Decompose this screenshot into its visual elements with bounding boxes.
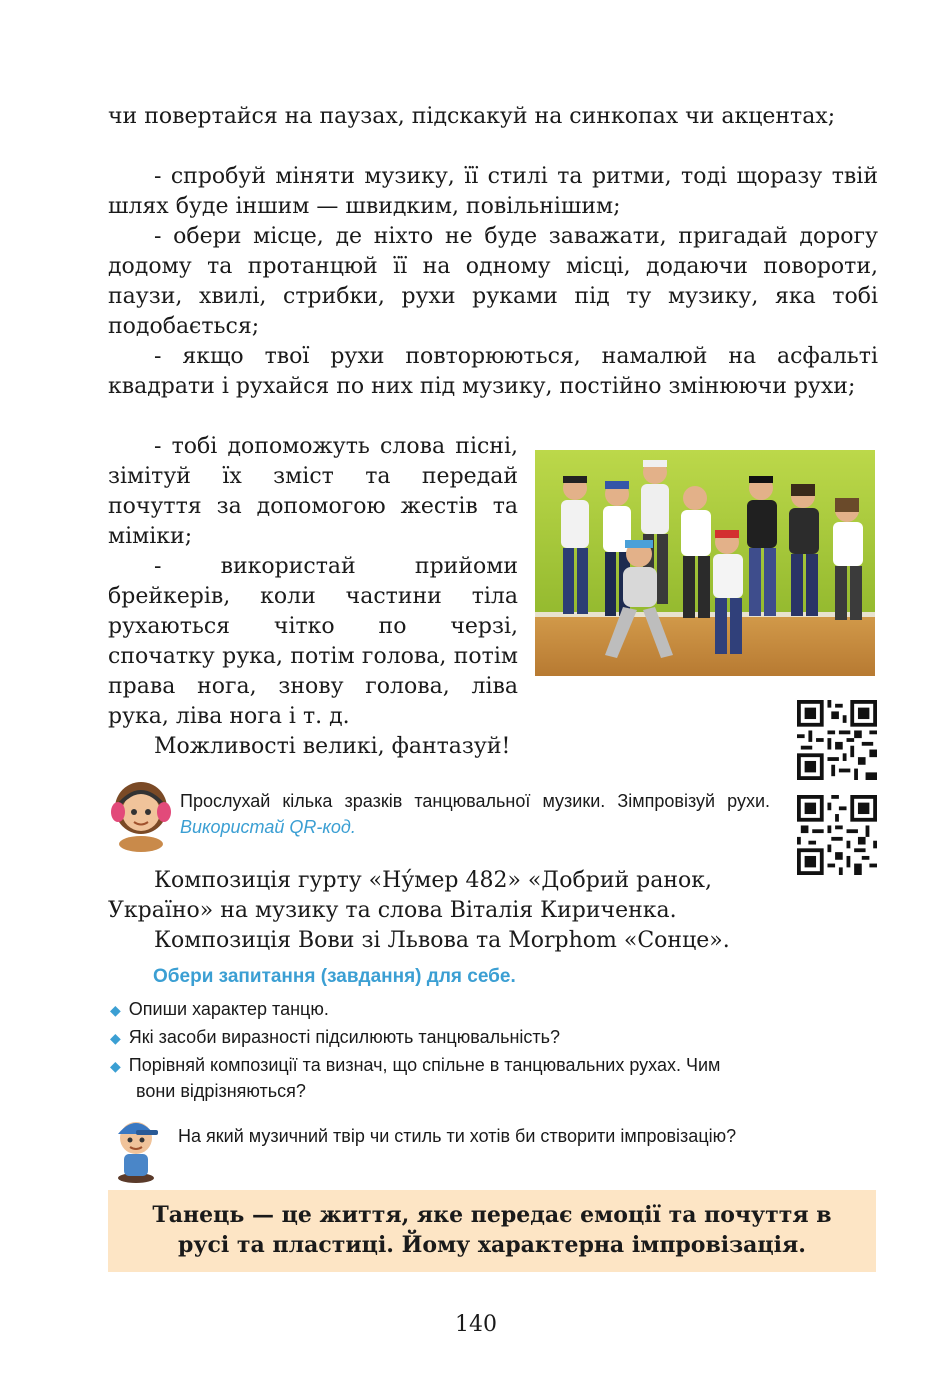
paragraph-pauses: чи повертайся на паузах, підскакуй на синкопах чи акцентах; — [108, 104, 836, 129]
listen-instruction — [180, 788, 770, 840]
tasks-title: Обери запитання (завдання) для себе. — [153, 966, 516, 987]
task-item: ◆ Які засоби виразності підсилюють танцювальність? — [110, 1027, 561, 1047]
diamond-bullet-icon: ◆ — [110, 1058, 121, 1074]
qr-code-icon[interactable] — [797, 795, 877, 875]
task-item: ◆ Опиши характер танцю. — [110, 999, 329, 1019]
paragraph-choose-place: - обери місце, де ніхто не буде заважати, пригадай дорогу додому та протанцюй її на одному місці, додаючи повороти, паузи, хвилі, стрибки, рухи руками під ту музику, яка тобі подобається; — [108, 224, 878, 339]
listen-text: Прослухай кілька зразків танцювальної музики. Зімпровізуй рухи. — [180, 791, 770, 811]
page-number: 140 — [455, 1312, 497, 1337]
task-item: ◆ Порівняй композиції та визнач, що спільне в танцювальних рухах. Чим — [110, 1055, 721, 1075]
conclusion-line-2: русі та пластиці. Йому характерна імпровізація. — [178, 1232, 806, 1258]
diamond-bullet-icon: ◆ — [110, 1030, 121, 1046]
task-item-continuation: вони відрізняються? — [136, 1081, 306, 1101]
paragraph-fantasize: Можливості великі, фантазуй! — [154, 734, 511, 759]
boy-cap-icon — [108, 1108, 164, 1184]
qr-code-link[interactable]: Використай QR-код. — [180, 817, 356, 837]
paragraph-song-words: - тобі допоможуть слова пісні, зімітуй їх зміст та передай почуття за допомогою жестів та міміки; — [108, 434, 518, 549]
diamond-bullet-icon: ◆ — [110, 1002, 121, 1018]
dancers-photo — [535, 450, 875, 676]
paragraph-change-music: - спробуй міняти музику, її стилі та ритми, тоді щоразу твій шлях буде іншим — швидким, повільнішим; — [108, 164, 878, 219]
conclusion-line-1: Танець — це життя, яке передає емоції та почуття в — [152, 1202, 832, 1228]
improvisation-question: На який музичний твір чи стиль ти хотів би створити імпровізацію? — [178, 1126, 737, 1146]
qr-code-icon[interactable] — [797, 700, 877, 780]
paragraph-squares: - якщо твої рухи повторюються, намалюй на асфальті квадрати і рухайся по них під музику, постійно змінюючи рухи; — [108, 344, 878, 399]
composition-1-line2: Україно» на музику та слова Віталія Кириченка. — [108, 898, 677, 923]
conclusion-text — [108, 1200, 876, 1260]
paragraph-breakers: - використай прийоми брейкерів, коли частини тіла рухаються чітко по черзі, спочатку рука, потім голова, потім права нога, знову голова, ліва рука, ліва нога і т. д. — [108, 554, 518, 729]
girl-headphones-icon — [106, 772, 176, 852]
composition-1-line1: Композиція гурту «Ну́мер 482» «Добрий ранок, — [154, 868, 713, 893]
composition-2: Композиція Вови зі Львова та Morphom «Сонце». — [154, 928, 730, 953]
conclusion-box — [108, 1190, 876, 1272]
